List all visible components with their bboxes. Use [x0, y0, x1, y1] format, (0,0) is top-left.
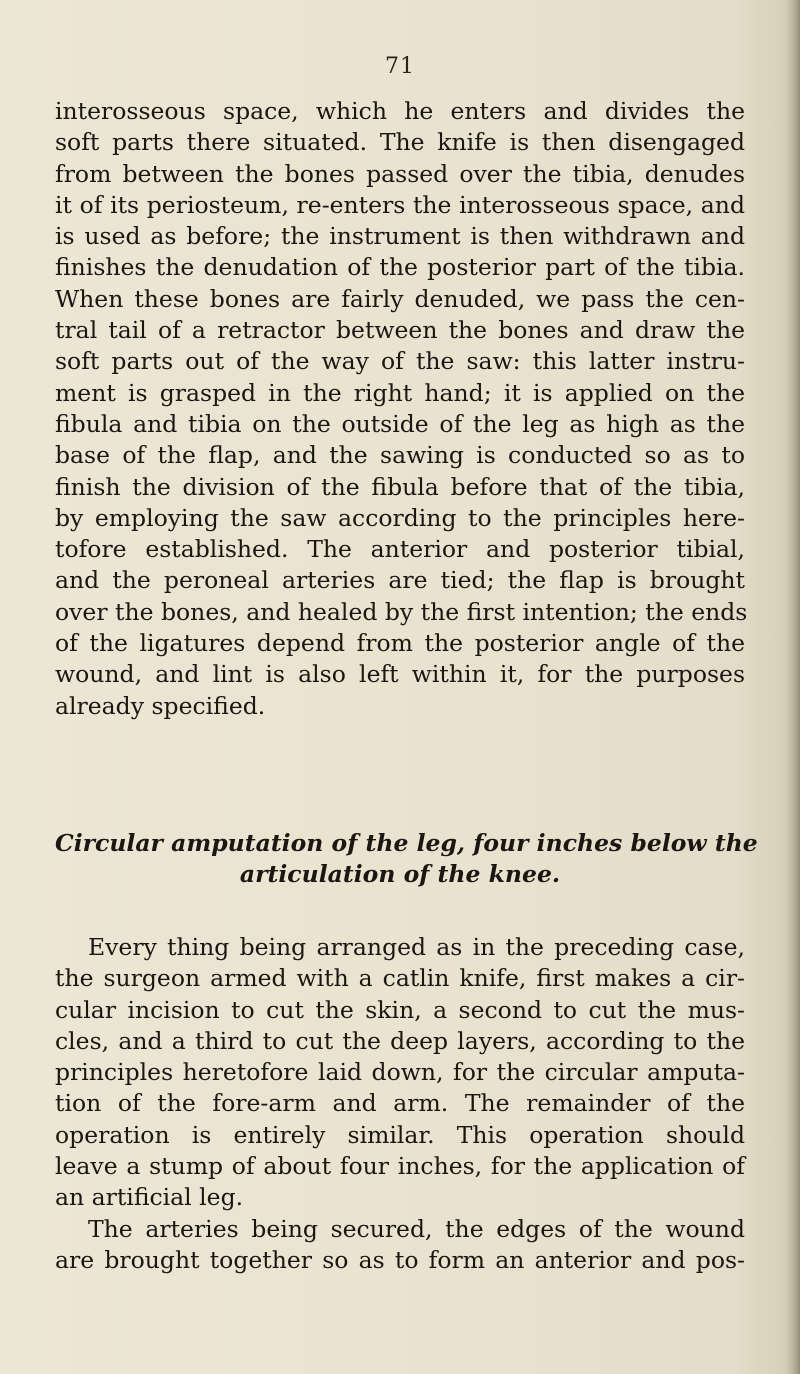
text-line: tion of the fore-arm and arm. The remainder of the: [55, 1089, 745, 1118]
text-line: over the bones, and healed by the first intention; the ends: [55, 597, 748, 626]
paragraph-2: [55, 932, 745, 1214]
text-line: The arteries being secured, the edges of the wound: [88, 1215, 745, 1243]
heading-line: articulation of the knee.: [239, 860, 561, 888]
heading-line: Circular amputation of the leg, four inches below the: [55, 829, 758, 857]
text-line: wound, and lint is also left within it, for the purposes: [55, 660, 745, 689]
text-line: Every thing being arranged as in the preceding case,: [88, 933, 745, 961]
text-line: operation is entirely similar. This operation should: [55, 1120, 745, 1149]
section-heading: [55, 828, 758, 890]
text-line: from between the bones passed over the tibia, denudes: [55, 159, 745, 188]
text-line: tral tail of a retractor between the bones and draw the: [55, 316, 745, 345]
text-line: and the peroneal arteries are tied; the flap is brought: [55, 566, 745, 595]
paragraph-3: [55, 1214, 745, 1277]
text-line: tofore established. The anterior and posterior tibial,: [55, 535, 745, 564]
page-edge-shadow: [786, 0, 800, 1374]
text-line: interosseous space, which he enters and divides the: [55, 97, 745, 125]
text-line: finishes the denudation of the posterior part of the tibia.: [55, 253, 745, 282]
text-line: already specified.: [55, 691, 266, 720]
text-line: by employing the saw according to the principles here-: [55, 503, 745, 532]
text-line: it of its periosteum, re-enters the interosseous space, and: [55, 190, 745, 219]
text-line: are brought together so as to form an anterior and pos-: [55, 1246, 745, 1275]
text-line: of the ligatures depend from the posterior angle of the: [55, 629, 745, 658]
text-line: fibula and tibia on the outside of the leg as high as the: [55, 409, 745, 438]
text-line: cular incision to cut the skin, a second to cut the mus-: [55, 995, 745, 1024]
text-line: is used as before; the instrument is then withdrawn and: [55, 222, 745, 251]
text-line: When these bones are fairly denuded, we pass the cen-: [55, 284, 745, 313]
paragraph-1: [55, 96, 748, 722]
text-line: base of the flap, and the sawing is conducted so as to: [55, 441, 745, 470]
page-number: 71: [385, 54, 415, 79]
text-line: soft parts there situated. The knife is then disengaged: [55, 128, 745, 157]
text-line: the surgeon armed with a catlin knife, first makes a cir-: [55, 964, 745, 993]
text-line: principles heretofore laid down, for the circular amputa-: [55, 1058, 745, 1087]
text-line: an artificial leg.: [55, 1183, 244, 1212]
text-line: leave a stump of about four inches, for the application of: [55, 1152, 745, 1181]
text-line: finish the division of the fibula before that of the tibia,: [55, 472, 745, 501]
text-line: soft parts out of the way of the saw: this latter instru-: [55, 347, 745, 376]
text-line: ment is grasped in the right hand; it is applied on the: [55, 378, 745, 407]
text-line: cles, and a third to cut the deep layers, according to the: [55, 1026, 745, 1055]
